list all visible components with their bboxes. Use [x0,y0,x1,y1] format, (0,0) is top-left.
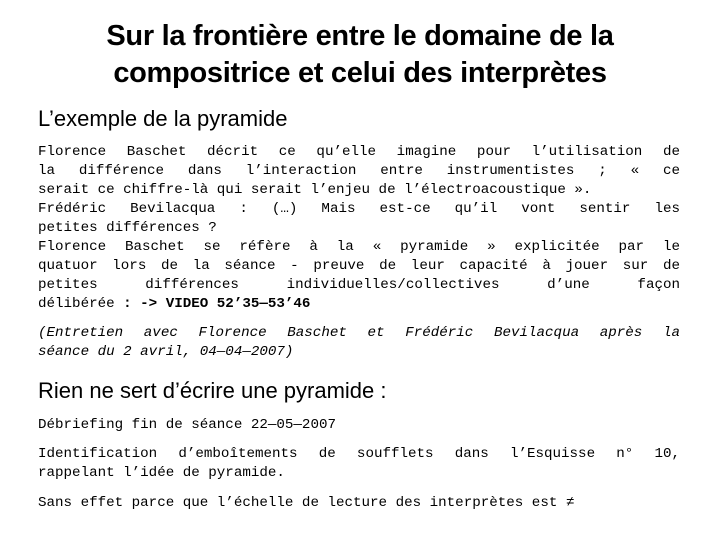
identification-line: Identification d’emboîtements de soufflets dans l’Esquisse n° 10, [38,446,680,462]
section-heading-pyramid-writing: Rien ne sert d’écrire une pyramide : [38,378,387,403]
pyramid-example-paragraph [38,143,680,314]
paragraph-line: Florence Baschet décrit ce qu’elle imagine pour l’utilisation de [38,144,680,160]
source-line: (Entretien avec Florence Baschet et Frédéric Bevilacqua après la [38,325,680,341]
section-heading-pyramid-example: L’exemple de la pyramide [38,106,288,131]
paragraph-line: Florence Baschet se réfère à la « pyramide » explicitée par le [38,239,680,255]
slide-title-line-1: Sur la frontière entre le domaine de la [106,20,614,52]
identification-line: rappelant l’idée de pyramide. [38,465,285,481]
debriefing-note: Débriefing fin de séance 22—05—2007 [38,417,336,433]
paragraph-line: quatuor lors de la séance - preuve de leur capacité à jouer sur de [38,258,680,274]
slide-title-line-2: compositrice et celui des interprètes [113,57,607,89]
slide-title [20,18,700,92]
source-line: séance du 2 avril, 04—04—2007) [38,344,294,360]
video-reference: : -> VIDEO 52’35—53’46 [123,296,311,312]
conclusion-line: Sans effet parce que l’échelle de lecture des interprètes est ≠ [38,495,575,511]
paragraph-line: la différence dans l’interaction entre instrumentistes ; « ce [38,163,680,179]
identification-paragraph [38,445,680,483]
paragraph-line: petites différences ? [38,220,217,236]
paragraph-line: serait ce chiffre-là qui serait l’enjeu de l’électroacoustique ». [38,182,592,198]
paragraph-line: petites différences individuelles/collectives d’une façon [38,277,680,293]
paragraph-text: délibérée [38,296,124,312]
interview-source [38,324,680,362]
paragraph-line: Frédéric Bevilacqua : (…) Mais est-ce qu’il vont sentir les [38,201,680,217]
paragraph-line [38,295,680,314]
